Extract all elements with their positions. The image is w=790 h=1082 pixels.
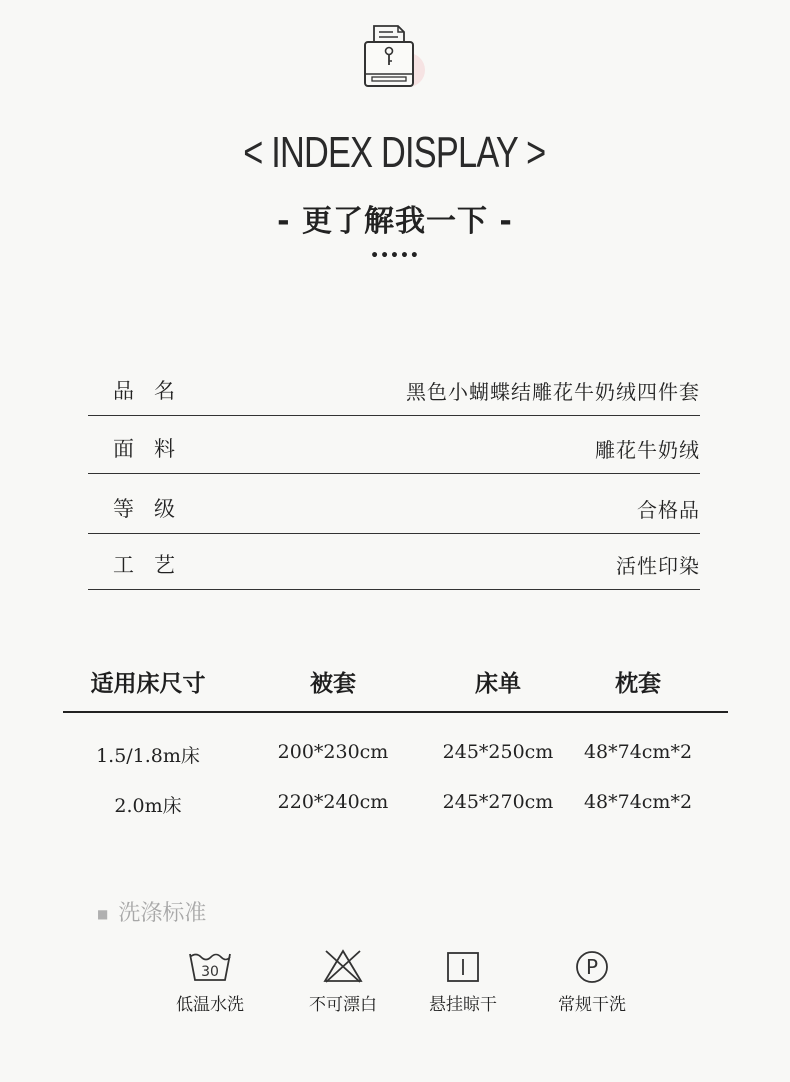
info-label: 面料 (113, 437, 195, 461)
hang-dry-icon (440, 948, 486, 984)
table-header: 床单 (475, 671, 521, 697)
info-value: 活性印染 (616, 554, 700, 578)
table-cell: 245*270cm (442, 791, 554, 813)
info-row-grade (88, 478, 700, 534)
info-row-craft (88, 534, 700, 590)
wash-temp-number: 30 (201, 964, 219, 980)
info-label: 等级 (113, 497, 195, 521)
file-box-icon (358, 18, 428, 90)
info-label: 品名 (113, 379, 195, 403)
index-display-title: < INDEX DISPLAY > (243, 128, 546, 177)
page-subtitle: - 更了解我一下 - (277, 204, 513, 239)
wash-item-dry-clean (537, 948, 647, 1015)
table-cell: 220*240cm (277, 791, 389, 813)
table-header: 适用床尺寸 (90, 671, 206, 697)
table-cell: 200*230cm (277, 741, 389, 763)
info-value: 黑色小蝴蝶结雕花牛奶绒四件套 (406, 380, 700, 404)
table-cell: 1.5/1.8m床 (96, 745, 200, 767)
table-header-divider (63, 711, 728, 713)
table-header: 被套 (310, 671, 356, 697)
wash-title-text: 洗涤标准 (118, 901, 207, 926)
wash-30-icon (187, 948, 233, 984)
info-row-name (88, 360, 700, 416)
wash-label: 悬挂晾干 (429, 995, 497, 1015)
table-cell: 48*74cm*2 (583, 791, 693, 813)
square-bullet-icon: ■ (97, 907, 109, 921)
table-cell: 245*250cm (442, 741, 554, 763)
info-label: 工艺 (113, 553, 195, 577)
wash-item-low-temp (155, 948, 265, 1015)
wash-label: 不可漂白 (309, 995, 377, 1015)
wash-label: 常规干洗 (558, 995, 626, 1015)
wash-section-title (97, 896, 206, 927)
table-header: 枕套 (615, 671, 661, 697)
decorative-dots: ••••• (370, 248, 420, 264)
dry-clean-p-icon (569, 948, 615, 984)
no-bleach-icon (320, 948, 366, 984)
table-cell: 48*74cm*2 (583, 741, 693, 763)
wash-item-hang-dry (408, 948, 518, 1015)
table-cell: 2.0m床 (114, 795, 182, 817)
wash-item-no-bleach (288, 948, 398, 1015)
info-value: 合格品 (637, 498, 700, 522)
info-row-fabric (88, 418, 700, 474)
info-value: 雕花牛奶绒 (595, 438, 700, 462)
wash-label: 低温水洗 (176, 995, 244, 1015)
dry-clean-letter: P (585, 955, 599, 979)
